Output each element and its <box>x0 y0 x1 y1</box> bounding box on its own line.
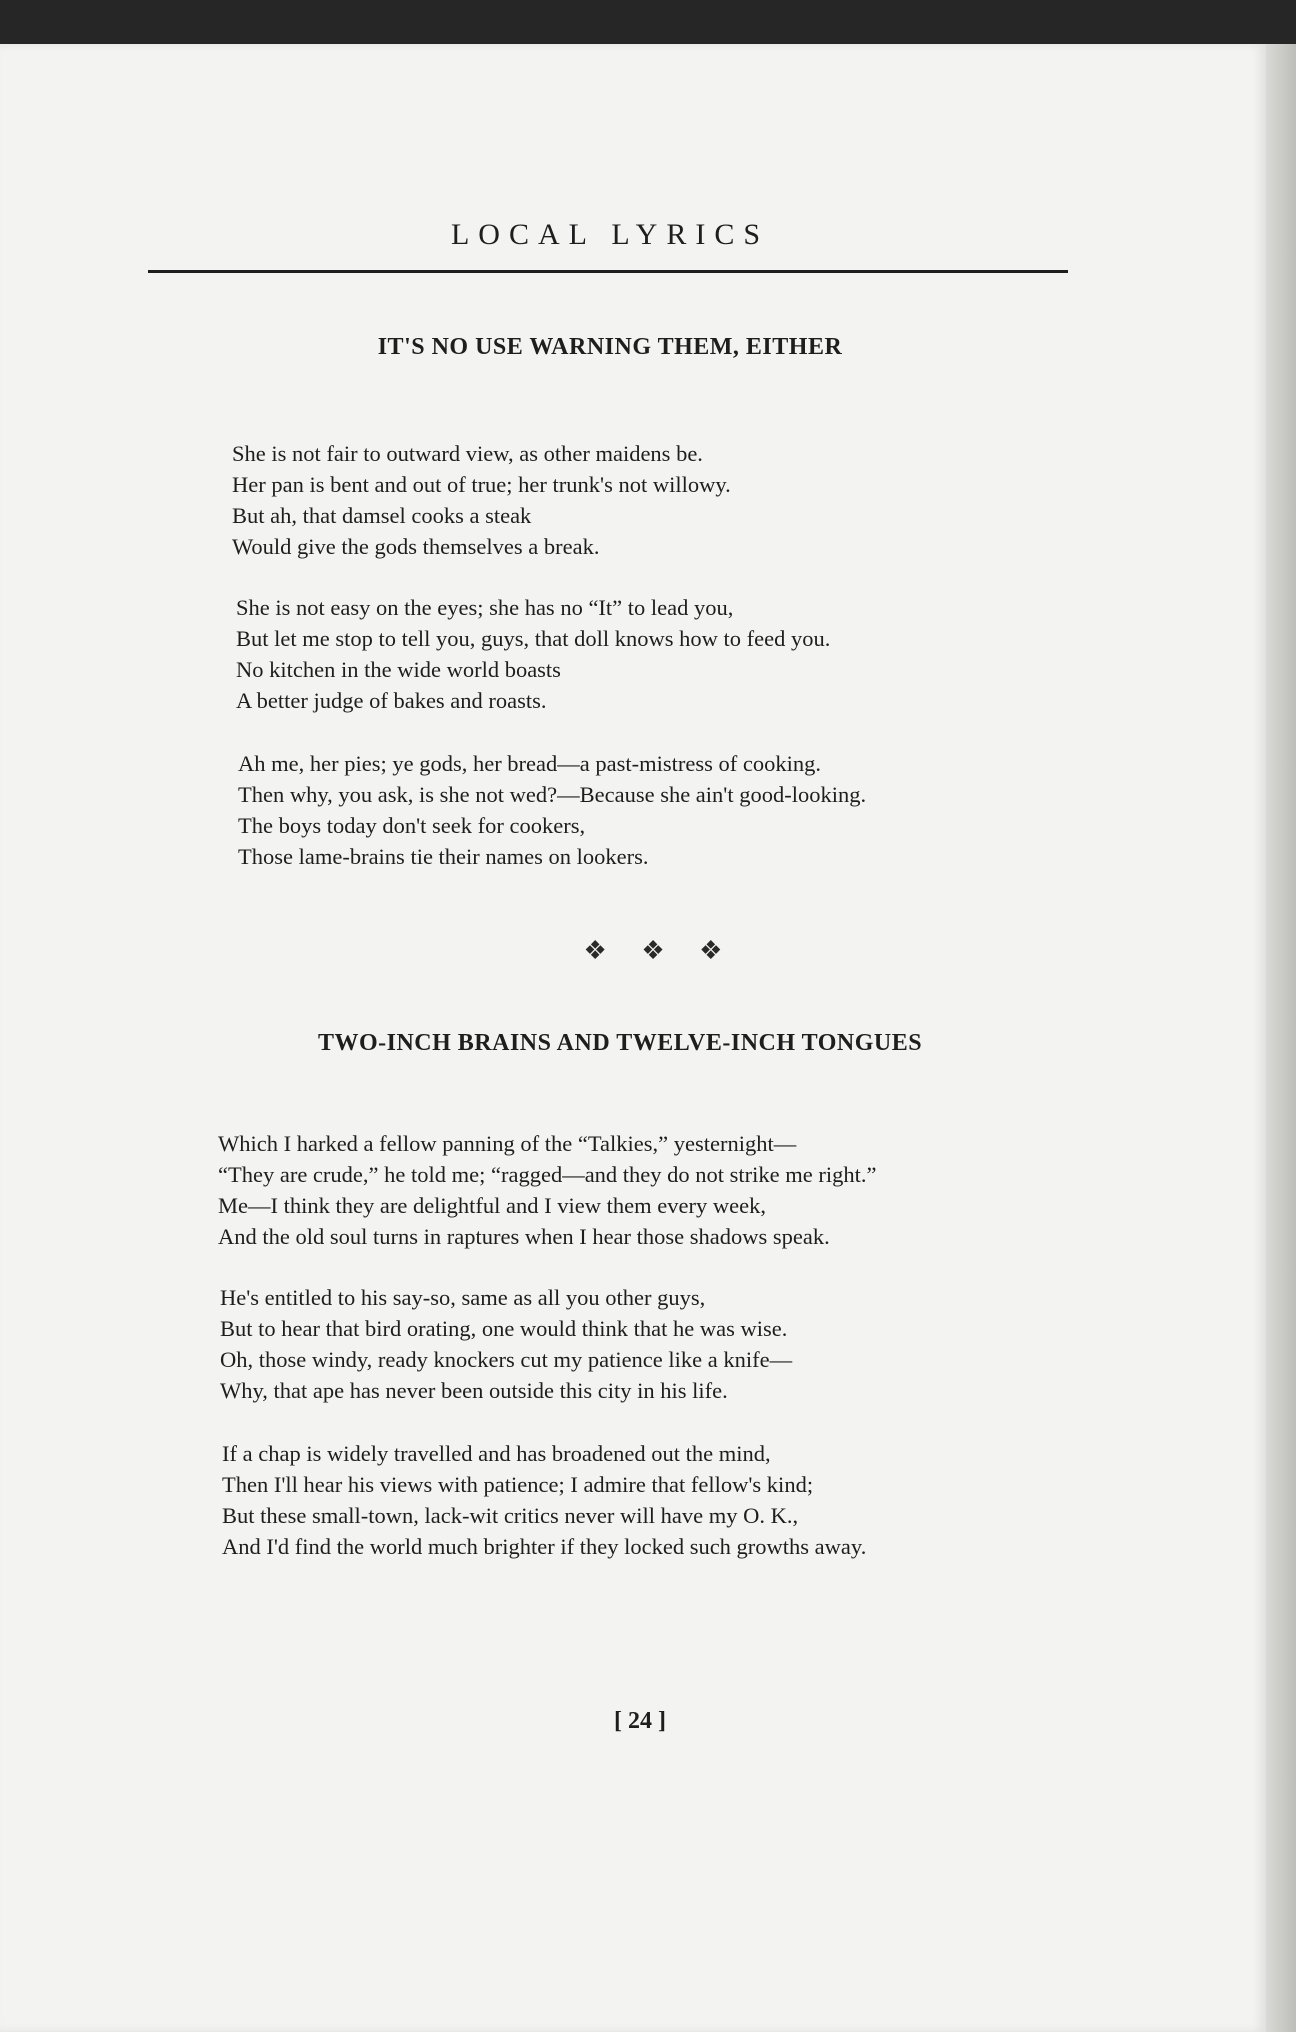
verse-line: Then I'll hear his views with patience; I admire that fellow's kind; <box>222 1472 814 1497</box>
verse-line: No kitchen in the wide world boasts <box>236 657 561 682</box>
running-header: LOCAL LYRICS <box>450 218 770 251</box>
verse-line: If a chap is widely travelled and has broadened out the mind, <box>222 1441 771 1466</box>
stanza <box>236 592 830 716</box>
verse-line: Would give the gods themselves a break. <box>232 534 600 559</box>
verse-line: But to hear that bird orating, one would think that he was wise. <box>220 1316 788 1341</box>
stanza <box>218 1128 877 1252</box>
verse-line: The boys today don't seek for cookers, <box>238 813 586 838</box>
poem-title: IT'S NO USE WARNING THEM, EITHER <box>377 334 843 360</box>
verse-line: And the old soul turns in raptures when I hear those shadows speak. <box>218 1224 830 1249</box>
section-ornament: ❖ ❖ ❖ <box>583 936 737 965</box>
verse-line: She is not fair to outward view, as other maidens be. <box>232 441 703 466</box>
verse-line: And I'd find the world much brighter if they locked such growths away. <box>222 1534 867 1559</box>
verse-line: Why, that ape has never been outside this city in his life. <box>220 1378 728 1403</box>
verse-line: He's entitled to his say-so, same as all you other guys, <box>220 1285 706 1310</box>
page-number: [ 24 ] <box>614 1708 666 1734</box>
verse-line: Her pan is bent and out of true; her trunk's not willowy. <box>232 472 731 497</box>
verse-line: A better judge of bakes and roasts. <box>236 688 547 713</box>
verse-line: Which I harked a fellow panning of the “Talkies,” yesternight— <box>218 1131 797 1156</box>
stanza <box>220 1282 792 1406</box>
stanza <box>222 1438 866 1562</box>
verse-line: Then why, you ask, is she not wed?—Because she ain't good-looking. <box>238 782 867 807</box>
stanza <box>232 438 731 562</box>
verse-line: But these small-town, lack-wit critics never will have my O. K., <box>222 1503 799 1528</box>
verse-line: But ah, that damsel cooks a steak <box>232 503 532 528</box>
verse-line: Ah me, her pies; ye gods, her bread—a past-mistress of cooking. <box>238 751 821 776</box>
verse-line: “They are crude,” he told me; “ragged—and they do not strike me right.” <box>218 1162 877 1187</box>
verse-line: Me—I think they are delightful and I view them every week, <box>218 1193 766 1218</box>
verse-line: She is not easy on the eyes; she has no “It” to lead you, <box>236 595 734 620</box>
page-edge <box>1266 44 1296 2032</box>
verse-line: Oh, those windy, ready knockers cut my patience like a knife— <box>220 1347 793 1372</box>
poem-title: TWO-INCH BRAINS AND TWELVE-INCH TONGUES <box>317 1030 923 1056</box>
header-rule <box>148 270 1068 273</box>
verse-line: Those lame-brains tie their names on lookers. <box>238 844 649 869</box>
stanza <box>238 748 866 872</box>
scan-top-border <box>0 0 1296 44</box>
verse-line: But let me stop to tell you, guys, that doll knows how to feed you. <box>236 626 831 651</box>
